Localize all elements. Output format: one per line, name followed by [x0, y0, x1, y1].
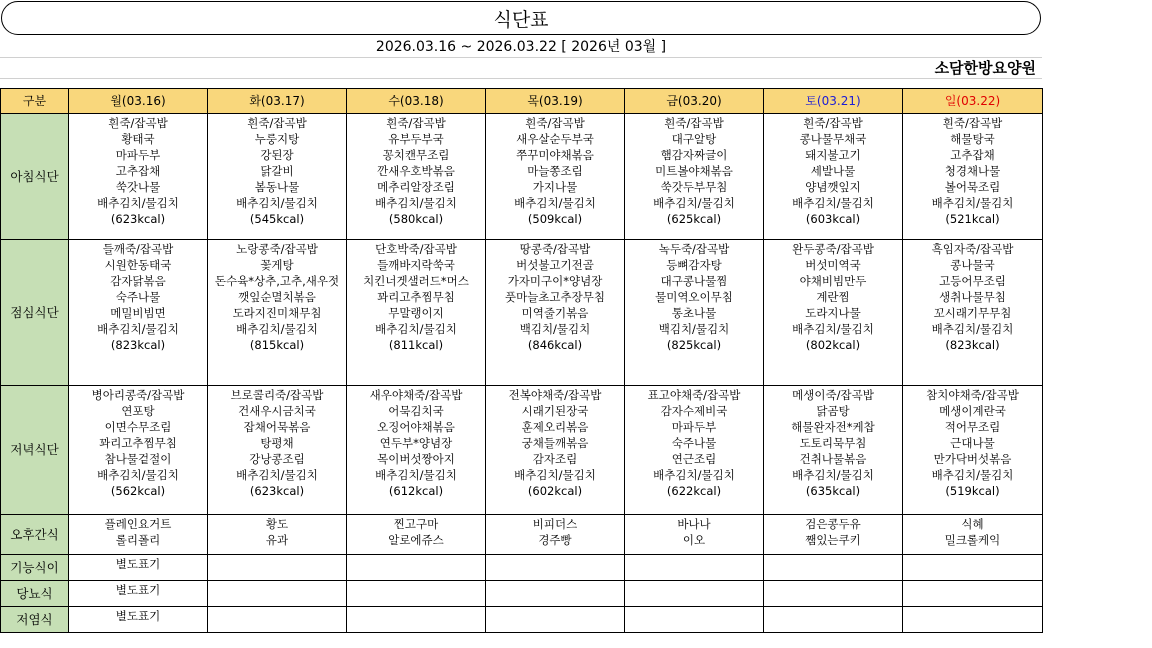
snack-cell-fri	[625, 515, 764, 555]
lunch-cell-sat	[764, 240, 903, 386]
menu-item: 배추김치/물김치	[653, 468, 735, 482]
menu-item: 마파두부	[115, 148, 161, 162]
dinner-cell-thu	[486, 386, 625, 515]
menu-item: (623kcal)	[249, 484, 305, 498]
menu-item: 롤리폴리	[115, 533, 161, 547]
meal-table	[0, 88, 1043, 633]
menu-item: 양념깻잎지	[805, 180, 861, 194]
functional-diet-cell-sat	[764, 555, 903, 581]
menu-item: 버섯불고기전골	[516, 258, 594, 272]
menu-item: (580kcal)	[388, 212, 444, 226]
menu-item: 건새우시금치국	[238, 404, 316, 418]
menu-item: 참치야채죽/잡곡밥	[926, 388, 1019, 402]
menu-item: (625kcal)	[666, 212, 722, 226]
menu-item: (545kcal)	[249, 212, 305, 226]
header-label: 구분	[1, 89, 69, 114]
menu-item: 꽁치캔무조림	[382, 148, 450, 162]
lunch-cell-thu	[486, 240, 625, 386]
menu-item: 미역줄기볶음	[521, 306, 589, 320]
menu-item: 흑임자죽/잡곡밥	[931, 242, 1014, 256]
menu-item: 흰죽/잡곡밥	[108, 116, 168, 130]
menu-item: 별도표기	[115, 609, 161, 623]
menu-item: 배추김치/물김치	[97, 322, 179, 336]
diabetic-diet-label: 당뇨식	[1, 581, 69, 607]
diabetic-diet-cell-wed	[347, 581, 486, 607]
day-header-thu: 목(03.19)	[486, 89, 625, 114]
menu-item: (825kcal)	[666, 338, 722, 352]
day-header-mon: 월(03.16)	[69, 89, 208, 114]
menu-item: 전복야채죽/잡곡밥	[508, 388, 602, 402]
menu-item: 배추김치/물김치	[97, 196, 179, 210]
functional-diet-cell-wed	[347, 555, 486, 581]
menu-item: 별도표기	[115, 583, 161, 597]
menu-item: 대구콩나물찜	[660, 274, 728, 288]
dinner-cell-sat	[764, 386, 903, 515]
lunch-cell-fri	[625, 240, 764, 386]
menu-item: 목이버섯짱아지	[377, 452, 455, 466]
menu-item: 궁채들깨볶음	[521, 436, 589, 450]
menu-item: 고추잡채	[950, 148, 995, 162]
diabetic-diet-cell-tue	[208, 581, 347, 607]
menu-item: 비피더스	[532, 517, 578, 531]
menu-item: (635kcal)	[805, 484, 861, 498]
menu-item: (612kcal)	[388, 484, 444, 498]
low-salt-diet-cell-wed	[347, 607, 486, 633]
breakfast-cell-wed	[347, 114, 486, 240]
menu-item: 찐고구마	[393, 517, 439, 531]
menu-item: 녹두죽/잡곡밥	[658, 242, 730, 256]
menu-item: 유부두부국	[388, 132, 444, 146]
menu-item: 깐새우호박볶음	[377, 164, 455, 178]
dinner-cell-wed	[347, 386, 486, 515]
functional-diet-cell-tue	[208, 555, 347, 581]
menu-item: 흰죽/잡곡밥	[247, 116, 307, 130]
menu-item: 누룽지탕	[254, 132, 300, 146]
menu-item: 배추김치/물김치	[236, 196, 318, 210]
breakfast-row	[1, 114, 1043, 240]
menu-item: 도라지나물	[805, 306, 861, 320]
menu-item: 들깨죽/잡곡밥	[102, 242, 174, 256]
menu-item: 해물완자전*케찹	[791, 420, 875, 434]
menu-item: 메밀비빔면	[110, 306, 166, 320]
breakfast-cell-mon	[69, 114, 208, 240]
menu-item: (562kcal)	[110, 484, 166, 498]
page-title: 식단표	[1, 1, 1041, 35]
menu-item: 감자수제비국	[660, 404, 728, 418]
menu-item: (521kcal)	[945, 212, 1000, 226]
menu-item: 도라지진미채무침	[232, 306, 322, 320]
menu-item: 계란찜	[816, 290, 850, 304]
menu-item: 배추김치/물김치	[792, 196, 874, 210]
snack-cell-tue	[208, 515, 347, 555]
date-range: 2026.03.16 ~ 2026.03.22 [ 2026년 03월 ]	[0, 34, 1042, 58]
menu-item: 콩나물국	[950, 258, 995, 272]
menu-item: (602kcal)	[527, 484, 583, 498]
menu-item: 감자닭볶음	[110, 274, 166, 288]
menu-item: 통초나물	[671, 306, 717, 320]
menu-item: 백김치/물김치	[519, 322, 591, 336]
menu-item: 도토리묵무침	[799, 436, 867, 450]
menu-item: 배추김치/물김치	[375, 322, 457, 336]
menu-item: 쑥갓두부무침	[660, 180, 728, 194]
low-salt-diet-cell-sun	[903, 607, 1043, 633]
menu-item: (623kcal)	[110, 212, 166, 226]
functional-diet-cell-sun	[903, 555, 1043, 581]
menu-item: 별도표기	[115, 557, 161, 571]
snack-label: 오후간식	[1, 515, 69, 555]
diabetic-diet-cell-sun	[903, 581, 1043, 607]
menu-item: 봄동나물	[254, 180, 300, 194]
low-salt-diet-cell-sat	[764, 607, 903, 633]
menu-item: 배추김치/물김치	[931, 322, 1014, 336]
menu-item: 돈수육*상추,고추,새우젓	[214, 274, 340, 288]
menu-item: 흰죽/잡곡밥	[525, 116, 585, 130]
menu-item: 경주빵	[538, 533, 572, 547]
menu-item: 황도	[265, 517, 289, 531]
menu-item: 새우살순두부국	[516, 132, 594, 146]
menu-item: 흰죽/잡곡밥	[386, 116, 446, 130]
functional-diet-cell-mon	[69, 555, 208, 581]
menu-item: 시원한동태국	[104, 258, 172, 272]
dinner-cell-tue	[208, 386, 347, 515]
diabetic-diet-cell-sat	[764, 581, 903, 607]
menu-item: 검은콩두유	[805, 517, 861, 531]
menu-item: 연두부*양념장	[379, 436, 453, 450]
diabetic-diet-row	[1, 581, 1043, 607]
menu-item: 잡채어묵볶음	[243, 420, 311, 434]
snack-cell-thu	[486, 515, 625, 555]
low-salt-diet-cell-mon	[69, 607, 208, 633]
menu-item: 표고야채죽/잡곡밥	[647, 388, 741, 402]
menu-item: 어묵김치국	[388, 404, 444, 418]
snack-cell-wed	[347, 515, 486, 555]
menu-item: 햄감자짜글이	[660, 148, 728, 162]
dinner-cell-mon	[69, 386, 208, 515]
menu-item: 건취나물볶음	[799, 452, 867, 466]
menu-item: 배추김치/물김치	[97, 468, 179, 482]
menu-item: (823kcal)	[110, 338, 166, 352]
diabetic-diet-cell-mon	[69, 581, 208, 607]
lunch-label: 점심식단	[1, 240, 69, 386]
low-salt-diet-label: 저염식	[1, 607, 69, 633]
menu-item: 흰죽/잡곡밥	[803, 116, 863, 130]
breakfast-cell-sat	[764, 114, 903, 240]
menu-item: 마파두부	[671, 420, 717, 434]
menu-item: 숙주나물	[115, 290, 161, 304]
menu-item: 배추김치/물김치	[514, 468, 596, 482]
menu-item: 생취나물무침	[939, 290, 1006, 304]
menu-item: 새우야채죽/잡곡밥	[369, 388, 463, 402]
menu-item: 식혜	[961, 517, 984, 531]
low-salt-diet-cell-fri	[625, 607, 764, 633]
menu-item: 배추김치/물김치	[514, 196, 596, 210]
menu-item: 배추김치/물김치	[792, 322, 874, 336]
menu-item: 연근조림	[671, 452, 717, 466]
menu-item: 깻잎순멸치볶음	[238, 290, 316, 304]
breakfast-cell-fri	[625, 114, 764, 240]
organization-row	[0, 58, 1042, 79]
diabetic-diet-cell-fri	[625, 581, 764, 607]
menu-item: 연포탕	[121, 404, 155, 418]
dinner-cell-sun	[903, 386, 1043, 515]
day-header-sun: 일(03.22)	[903, 89, 1043, 114]
menu-item: 돼지불고기	[805, 148, 861, 162]
menu-item: 백김치/물김치	[658, 322, 730, 336]
day-header-tue: 화(03.17)	[208, 89, 347, 114]
dinner-cell-fri	[625, 386, 764, 515]
menu-item: 배추김치/물김치	[653, 196, 735, 210]
menu-item: 고추잡채	[115, 164, 161, 178]
menu-item: 황태국	[121, 132, 155, 146]
snack-cell-mon	[69, 515, 208, 555]
menu-item: 물미역오이무침	[655, 290, 733, 304]
menu-item: 무말랭이지	[388, 306, 444, 320]
menu-item: 땅콩죽/잡곡밥	[519, 242, 591, 256]
menu-item: (811kcal)	[388, 338, 444, 352]
menu-item: 배추김치/물김치	[236, 322, 318, 336]
menu-item: 노랑콩죽/잡곡밥	[236, 242, 318, 256]
menu-item: 콩나물무채국	[799, 132, 867, 146]
menu-item: 이면수무조림	[104, 420, 172, 434]
lunch-cell-tue	[208, 240, 347, 386]
breakfast-cell-tue	[208, 114, 347, 240]
menu-item: 배추김치/물김치	[375, 196, 457, 210]
menu-item: 플레인요거트	[104, 517, 172, 531]
menu-item: 미트볼야채볶음	[655, 164, 733, 178]
menu-item: 흰죽/잡곡밥	[664, 116, 724, 130]
menu-item: (846kcal)	[527, 338, 583, 352]
menu-item: 배추김치/물김치	[792, 468, 874, 482]
menu-item: 풋마늘초고추장무침	[505, 290, 605, 304]
menu-item: 야채비빔만두	[799, 274, 867, 288]
menu-item: 훈제오리볶음	[521, 420, 589, 434]
functional-diet-cell-fri	[625, 555, 764, 581]
dinner-label: 저녁식단	[1, 386, 69, 515]
menu-item: 바나나	[677, 517, 711, 531]
functional-diet-label: 기능식이	[1, 555, 69, 581]
menu-item: (622kcal)	[666, 484, 722, 498]
lunch-row	[1, 240, 1043, 386]
menu-item: 메추리알장조림	[377, 180, 455, 194]
menu-item: 밀크롤케익	[944, 533, 1001, 547]
menu-item: 탕평채	[260, 436, 294, 450]
menu-item: 알로에쥬스	[388, 533, 444, 547]
menu-item: 흰죽/잡곡밥	[942, 116, 1003, 130]
snack-cell-sun	[903, 515, 1043, 555]
menu-item: 세발나물	[810, 164, 856, 178]
menu-item: 대구알탕	[671, 132, 717, 146]
menu-item: 닭곰탕	[816, 404, 850, 418]
menu-item: 닭갈비	[260, 164, 294, 178]
breakfast-cell-sun	[903, 114, 1043, 240]
menu-item: 적어무조림	[944, 420, 1001, 434]
breakfast-cell-thu	[486, 114, 625, 240]
menu-item: (815kcal)	[249, 338, 305, 352]
menu-item: 꽈리고추찜무침	[99, 436, 177, 450]
breakfast-label: 아침식단	[1, 114, 69, 240]
menu-item: 강낭콩조림	[249, 452, 305, 466]
menu-item: 배추김치/물김치	[375, 468, 457, 482]
snack-row	[1, 515, 1043, 555]
functional-diet-cell-thu	[486, 555, 625, 581]
menu-item: 고등어무조림	[939, 274, 1006, 288]
low-salt-diet-cell-tue	[208, 607, 347, 633]
menu-item: 메생이죽/잡곡밥	[792, 388, 874, 402]
menu-item: 강된장	[260, 148, 294, 162]
menu-item: 메생이계란국	[939, 404, 1006, 418]
functional-diet-row	[1, 555, 1043, 581]
menu-item: 꼬시래기무무침	[933, 306, 1012, 320]
menu-item: 단호박죽/잡곡밥	[375, 242, 457, 256]
menu-item: 치킨너겟샐러드*머스	[363, 274, 469, 288]
menu-item: 이오	[682, 533, 706, 547]
menu-item: 배추김치/물김치	[931, 468, 1014, 482]
menu-item: 볼어묵조림	[944, 180, 1001, 194]
menu-item: 숙주나물	[671, 436, 717, 450]
low-salt-diet-cell-thu	[486, 607, 625, 633]
menu-item: 감자조림	[532, 452, 578, 466]
menu-item: (509kcal)	[527, 212, 583, 226]
menu-item: 시래기된장국	[521, 404, 589, 418]
menu-item: 배추김치/물김치	[236, 468, 318, 482]
menu-item: (802kcal)	[805, 338, 861, 352]
menu-item: 해물탕국	[950, 132, 995, 146]
menu-item: 쭈꾸미야채볶음	[516, 148, 594, 162]
day-header-sat: 토(03.21)	[764, 89, 903, 114]
menu-item: 유과	[265, 533, 289, 547]
menu-item: (519kcal)	[945, 484, 1000, 498]
lunch-cell-sun	[903, 240, 1043, 386]
menu-item: 쑥갓나물	[115, 180, 161, 194]
menu-item: 가자미구이*양념장	[507, 274, 603, 288]
organization-name: 소담한방요양원	[934, 59, 1036, 77]
menu-item: 배추김치/물김치	[931, 196, 1014, 210]
lunch-cell-mon	[69, 240, 208, 386]
low-salt-diet-row	[1, 607, 1043, 633]
lunch-cell-wed	[347, 240, 486, 386]
menu-item: (823kcal)	[945, 338, 1000, 352]
menu-item: 병아리콩죽/잡곡밥	[91, 388, 185, 402]
menu-item: 청경채나물	[944, 164, 1001, 178]
day-header-fri: 금(03.20)	[625, 89, 764, 114]
dinner-row	[1, 386, 1043, 515]
day-header-wed: 수(03.18)	[347, 89, 486, 114]
menu-item: 참나물겉절이	[104, 452, 172, 466]
diabetic-diet-cell-thu	[486, 581, 625, 607]
menu-item: 가지나물	[532, 180, 578, 194]
menu-item: 등뼈감자탕	[666, 258, 722, 272]
menu-item: 꽈리고추찜무침	[377, 290, 455, 304]
menu-item: 오징어야채볶음	[377, 420, 455, 434]
menu-item: 마늘쫑조림	[527, 164, 583, 178]
menu-item: 근대나물	[950, 436, 995, 450]
menu-item: (603kcal)	[805, 212, 861, 226]
snack-cell-sat	[764, 515, 903, 555]
header-row	[1, 89, 1043, 114]
menu-item: 들깨바지락쑥국	[377, 258, 455, 272]
menu-item: 완두콩죽/잡곡밥	[792, 242, 874, 256]
menu-item: 브로콜리죽/잡곡밥	[230, 388, 324, 402]
menu-item: 만가닥버섯볶음	[933, 452, 1012, 466]
menu-item: 버섯미역국	[805, 258, 861, 272]
menu-item: 쨈있는쿠키	[805, 533, 861, 547]
menu-item: 꽃게탕	[260, 258, 294, 272]
